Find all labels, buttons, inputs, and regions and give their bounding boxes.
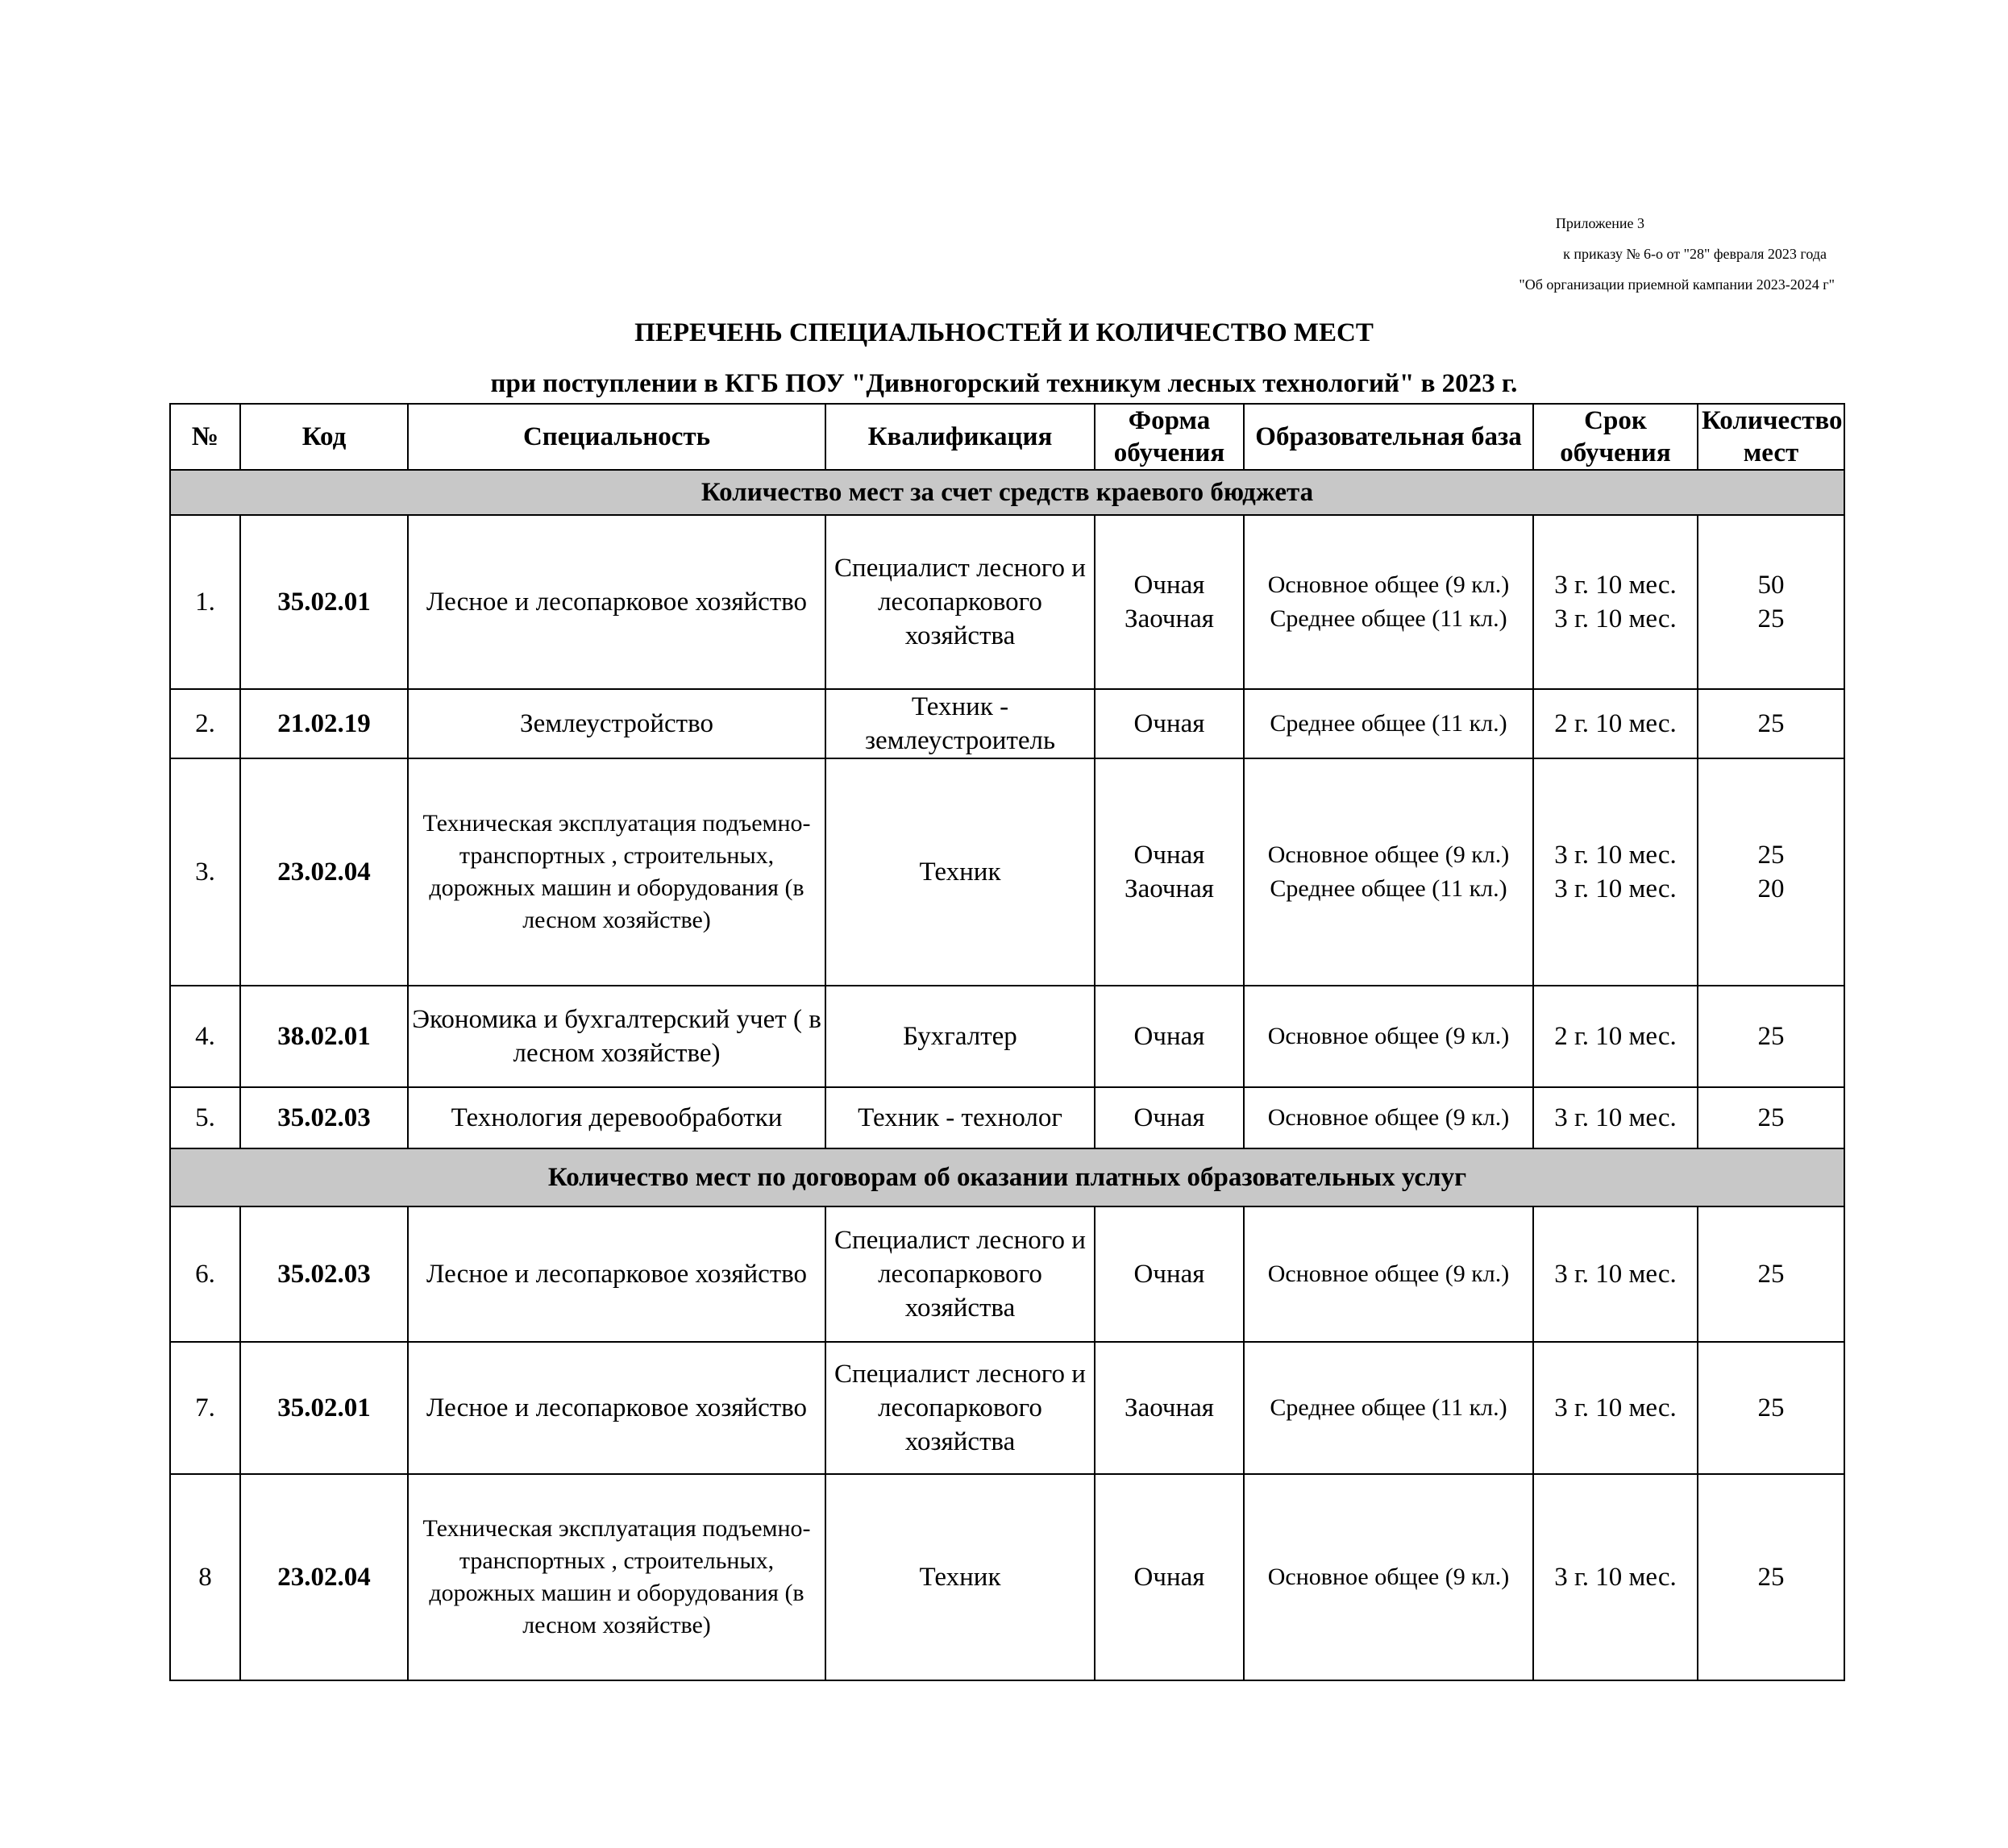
row-term: 3 г. 10 мес. [1533, 1206, 1698, 1342]
row-base: Основное общее (9 кл.) [1244, 1474, 1533, 1680]
header-code: Код [240, 404, 408, 470]
row-places: 25 [1698, 1087, 1844, 1148]
base-value: Среднее общее (11 кл.) [1270, 875, 1507, 902]
header-term: Срок обучения [1533, 404, 1698, 470]
table-row [170, 1342, 1844, 1474]
annex-line-3: "Об организации приемной кампании 2023-2024 г" [1519, 276, 1835, 293]
row-specialty: Лесное и лесопарковое хозяйство [408, 1342, 825, 1474]
row-num: 5. [170, 1087, 240, 1148]
section-budget: Количество мест за счет средств краевого бюджета [170, 470, 1844, 515]
form-value: Заочная [1125, 604, 1214, 633]
row-base [1244, 758, 1533, 986]
row-form: Очная [1095, 689, 1244, 758]
section-paid: Количество мест по договорам об оказании платных образовательных услуг [170, 1148, 1844, 1206]
base-value: Основное общее (9 кл.) [1267, 841, 1510, 868]
row-base: Основное общее (9 кл.) [1244, 1206, 1533, 1342]
row-places [1698, 758, 1844, 986]
header-base: Образовательная база [1244, 404, 1533, 470]
places-value: 25 [1757, 604, 1785, 633]
document-title: ПЕРЕЧЕНЬ СПЕЦИАЛЬНОСТЕЙ И КОЛИЧЕСТВО МЕСТ [634, 318, 1374, 347]
row-term [1533, 515, 1698, 689]
row-specialty: Технология деревообработки [408, 1087, 825, 1148]
row-qualification: Специалист лесного и лесопаркового хозяйства [825, 515, 1095, 689]
header-num: № [170, 404, 240, 470]
row-places: 25 [1698, 689, 1844, 758]
row-qualification: Бухгалтер [825, 986, 1095, 1087]
row-base: Среднее общее (11 кл.) [1244, 689, 1533, 758]
base-value: Основное общее (9 кл.) [1267, 571, 1510, 598]
row-num: 8 [170, 1474, 240, 1680]
row-code: 21.02.19 [240, 689, 408, 758]
row-term: 3 г. 10 мес. [1533, 1342, 1698, 1474]
row-term [1533, 758, 1698, 986]
section-paid-row [170, 1148, 1844, 1206]
row-code: 35.02.03 [240, 1206, 408, 1342]
header-form: Форма обучения [1095, 404, 1244, 470]
specialties-table [169, 403, 1845, 1681]
row-base: Среднее общее (11 кл.) [1244, 1342, 1533, 1474]
table-row [170, 986, 1844, 1087]
row-num: 4. [170, 986, 240, 1087]
row-specialty: Землеустройство [408, 689, 825, 758]
row-num: 6. [170, 1206, 240, 1342]
table-row [170, 689, 1844, 758]
row-code: 35.02.01 [240, 515, 408, 689]
row-form [1095, 758, 1244, 986]
table-row [170, 758, 1844, 986]
row-num: 7. [170, 1342, 240, 1474]
table-header-row [170, 404, 1844, 470]
row-code: 35.02.01 [240, 1342, 408, 1474]
row-num: 2. [170, 689, 240, 758]
row-term: 3 г. 10 мес. [1533, 1474, 1698, 1680]
row-qualification: Техник [825, 758, 1095, 986]
header-qualification: Квалификация [825, 404, 1095, 470]
row-specialty: Лесное и лесопарковое хозяйство [408, 1206, 825, 1342]
row-term: 2 г. 10 мес. [1533, 689, 1698, 758]
annex-line-1: Приложение 3 [1555, 215, 1644, 231]
row-qualification: Техник - технолог [825, 1087, 1095, 1148]
row-places: 25 [1698, 1474, 1844, 1680]
row-form: Очная [1095, 1087, 1244, 1148]
row-code: 23.02.04 [240, 1474, 408, 1680]
row-form: Очная [1095, 986, 1244, 1087]
row-places [1698, 515, 1844, 689]
row-qualification: Техник - землеустроитель [825, 689, 1095, 758]
places-value: 20 [1757, 874, 1785, 903]
row-form: Заочная [1095, 1342, 1244, 1474]
row-num: 1. [170, 515, 240, 689]
header-places: Количество мест [1698, 404, 1844, 470]
section-budget-row [170, 470, 1844, 515]
row-term: 3 г. 10 мес. [1533, 1087, 1698, 1148]
row-qualification: Специалист лесного и лесопаркового хозяйства [825, 1342, 1095, 1474]
row-specialty: Экономика и бухгалтерский учет ( в лесном хозяйстве) [408, 986, 825, 1087]
table-row [170, 1474, 1844, 1680]
header-specialty: Специальность [408, 404, 825, 470]
table-row [170, 1206, 1844, 1342]
term-value: 3 г. 10 мес. [1554, 874, 1677, 903]
row-form: Очная [1095, 1474, 1244, 1680]
row-code: 38.02.01 [240, 986, 408, 1087]
form-value: Очная [1133, 571, 1205, 600]
row-term: 2 г. 10 мес. [1533, 986, 1698, 1087]
row-places: 25 [1698, 1206, 1844, 1342]
row-code: 35.02.03 [240, 1087, 408, 1148]
places-value: 50 [1757, 571, 1785, 600]
table-row [170, 1087, 1844, 1148]
row-form: Очная [1095, 1206, 1244, 1342]
row-form [1095, 515, 1244, 689]
row-places: 25 [1698, 986, 1844, 1087]
row-base: Основное общее (9 кл.) [1244, 986, 1533, 1087]
row-qualification: Техник [825, 1474, 1095, 1680]
form-value: Заочная [1125, 874, 1214, 903]
table-row [170, 515, 1844, 689]
row-code: 23.02.04 [240, 758, 408, 986]
annex-header [1270, 208, 1835, 300]
row-base [1244, 515, 1533, 689]
form-value: Очная [1133, 841, 1205, 870]
document-subtitle: при поступлении в КГБ ПОУ "Дивногорский техникум лесных технологий" в 2023 г. [490, 369, 1518, 398]
row-num: 3. [170, 758, 240, 986]
row-base: Основное общее (9 кл.) [1244, 1087, 1533, 1148]
term-value: 3 г. 10 мес. [1554, 604, 1677, 633]
annex-line-2: к приказу № 6-о от "28" февраля 2023 года [1563, 246, 1827, 262]
row-specialty: Техническая эксплуатация подъемно-транспортных , строительных, дорожных машин и оборудования (в лесном хозяйстве) [408, 1474, 825, 1680]
term-value: 3 г. 10 мес. [1554, 571, 1677, 600]
row-qualification: Специалист лесного и лесопаркового хозяйства [825, 1206, 1095, 1342]
row-specialty: Лесное и лесопарковое хозяйство [408, 515, 825, 689]
places-value: 25 [1757, 841, 1785, 870]
base-value: Среднее общее (11 кл.) [1270, 605, 1507, 632]
term-value: 3 г. 10 мес. [1554, 841, 1677, 870]
row-places: 25 [1698, 1342, 1844, 1474]
row-specialty: Техническая эксплуатация подъемно-транспортных , строительных, дорожных машин и оборудования (в лесном хозяйстве) [408, 758, 825, 986]
